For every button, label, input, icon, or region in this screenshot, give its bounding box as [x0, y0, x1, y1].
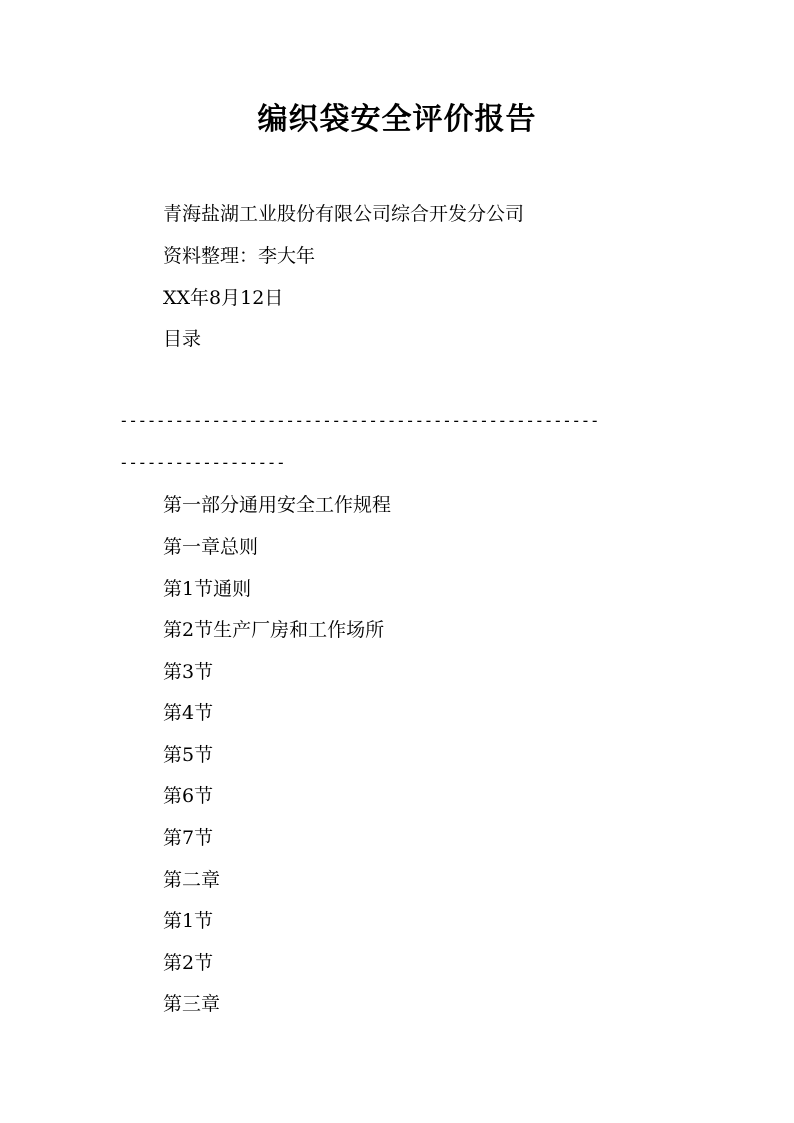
toc-item: 第二章 — [163, 869, 221, 891]
compiler-line: 资料整理：李大年 — [163, 245, 316, 267]
separator-line-2: ------------------ — [119, 453, 286, 472]
toc-item: 第3节 — [163, 661, 214, 683]
toc-item: 第2节生产厂房和工作场所 — [163, 619, 385, 641]
date-line: XX年8月12日 — [163, 287, 284, 309]
toc-item: 第三章 — [163, 993, 221, 1015]
toc-item: 第一章总则 — [163, 536, 259, 558]
toc-item: 第一部分通用安全工作规程 — [163, 494, 392, 516]
toc-item: 第2节 — [163, 952, 214, 974]
company-name: 青海盐湖工业股份有限公司综合开发分公司 — [163, 203, 525, 225]
separator-line-1: ---------------------------------------------------- — [119, 411, 600, 430]
document-title: 编织袋安全评价报告 — [257, 102, 537, 137]
toc-item: 第4节 — [163, 702, 214, 724]
toc-item: 第5节 — [163, 744, 214, 766]
toc-heading: 目录 — [163, 328, 202, 350]
toc-item: 第7节 — [163, 827, 214, 849]
toc-item: 第1节 — [163, 910, 214, 932]
toc-item: 第1节通则 — [163, 578, 252, 600]
toc-item: 第6节 — [163, 785, 214, 807]
